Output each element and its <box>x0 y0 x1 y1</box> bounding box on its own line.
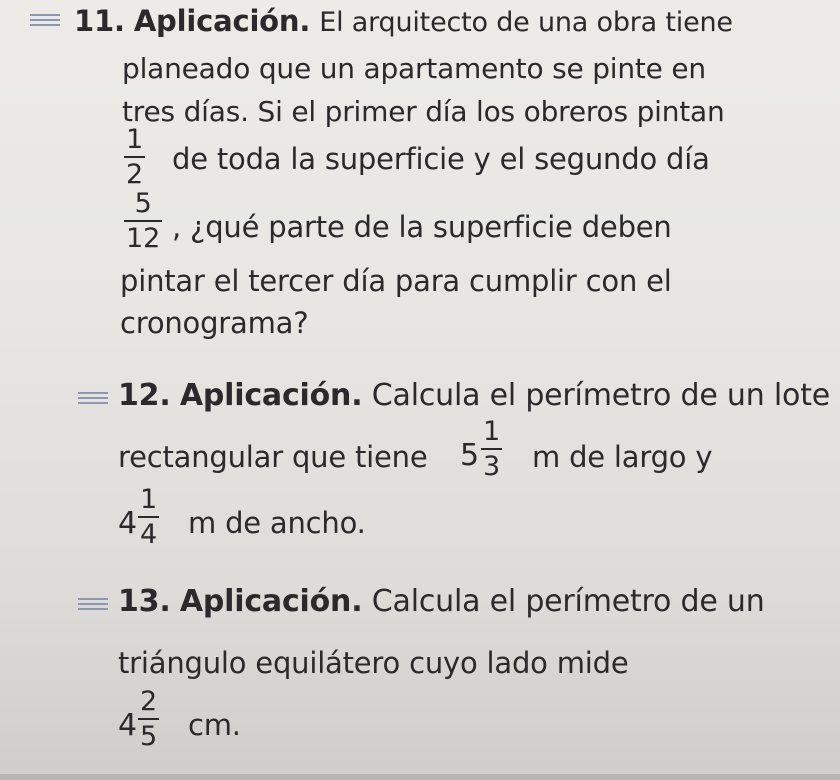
mixed-fraction-four-and-two-fifths: 2 5 <box>140 686 158 752</box>
problem-13-line-2: triángulo equilátero cuyo lado mide <box>118 646 629 680</box>
mixed-fraction-five-and-one-third: 1 3 <box>483 416 501 482</box>
problem-12-line-2: rectangular que tiene <box>118 440 428 474</box>
mixed-fraction-four-and-one-fourth: 1 4 <box>140 484 158 550</box>
exercise-marker-icon <box>78 598 108 610</box>
problem-13-line-1: 13. Aplicación. Calcula el perímetro de un <box>118 584 765 619</box>
mixed-number-whole: 4 <box>118 708 138 743</box>
problem-13-line-3: cm. <box>188 708 241 742</box>
problem-12-line-2b: m de largo y <box>532 440 713 474</box>
fraction-five-twelfths: 5 12 <box>126 188 161 254</box>
problem-11-line-4: de toda la superficie y el segundo día <box>172 142 710 176</box>
exercise-marker-icon <box>78 392 108 404</box>
problem-12-line-1: 12. Aplicación. Calcula el perímetro de un lote <box>118 378 831 413</box>
problem-12-line-3: m de ancho. <box>188 506 366 540</box>
problem-11-line-2: planeado que un apartamento se pinte en <box>122 52 706 85</box>
problem-11-line-6: pintar el tercer día para cumplir con el <box>120 264 672 298</box>
exercise-marker-icon <box>30 14 60 26</box>
fraction-one-half: 1 2 <box>126 124 144 190</box>
page-bottom-edge <box>0 774 840 780</box>
mixed-number-whole: 5 <box>460 438 480 473</box>
problem-11-line-1: 11. Aplicación. El arquitecto de una obra tiene <box>74 4 733 38</box>
mixed-number-whole: 4 <box>118 506 138 541</box>
problem-11-line-3: tres días. Si el primer día los obreros pintan <box>122 95 725 128</box>
problem-11-line-7: cronograma? <box>120 306 309 340</box>
problem-11-line-5: , ¿qué parte de la superficie deben <box>172 210 672 244</box>
